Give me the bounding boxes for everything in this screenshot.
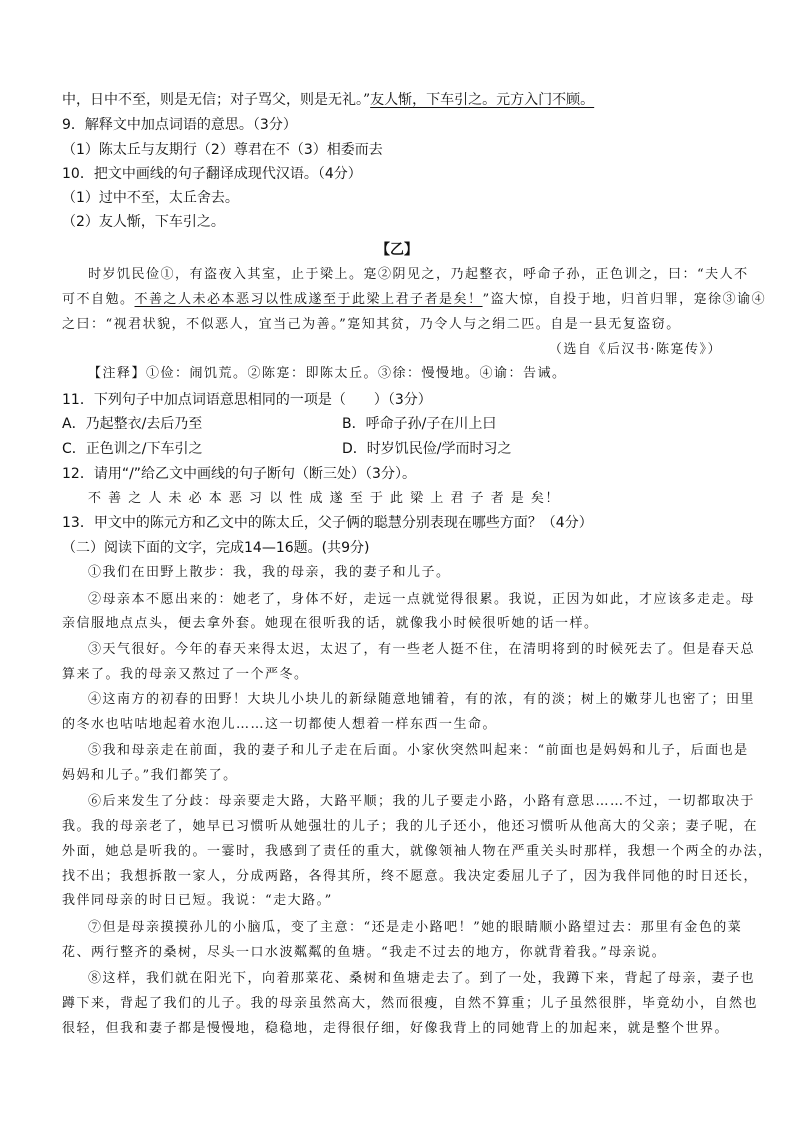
question-11-options-row-2 bbox=[62, 439, 742, 459]
option-c: C．正色训之/下车引之 bbox=[62, 441, 203, 457]
passage-paragraph-6-line-4: 找不出；我想拆散一家人，分成两路，各得其所，终不愿意。我决定委屈儿子了，因为我伴同他的时日还长， bbox=[62, 869, 759, 884]
yi-paragraph-line-1: 时岁饥民俭①，有盗夜入其室，止于梁上。寔②阴见之，乃起整衣，呼命子孙，正色训之，曰：“夫人不 bbox=[88, 267, 749, 282]
yi-paragraph-line-2 bbox=[62, 290, 767, 310]
passage-paragraph-7-line-1: ⑦但是母亲摸摸孙儿的小脑瓜，变了主意：“还是走小路吧！”她的眼睛顺小路望过去：那里有金色的菜 bbox=[88, 920, 743, 935]
passage-paragraph-6-line-3: 外面，她总是听我的。一霎时，我感到了责任的重大，就像领袖人物在严重关头时那样，我想一个两全的办法， bbox=[62, 844, 773, 859]
question-10: 10．把文中画线的句子翻译成现代汉语。（4分） bbox=[62, 166, 362, 182]
question-12: 12．请用“/”给乙文中画线的句子断句（断三处）（3分）。 bbox=[62, 466, 416, 482]
question-10-item-2: （2）友人惭，下车引之。 bbox=[62, 214, 225, 230]
question-9: 9．解释文中加点词语的意思。（3分） bbox=[62, 117, 297, 133]
passage-paragraph-3-line-1: ③天气很好。今年的春天来得太迟，太迟了，有一些老人挺不住，在清明将到的时候死去了。但是春天总 bbox=[88, 642, 756, 657]
passage-paragraph-5-line-2: 妈妈和儿子。”我们都笑了。 bbox=[62, 768, 238, 783]
passage-paragraph-1: ①我们在田野上散步：我，我的母亲，我的妻子和儿子。 bbox=[88, 565, 451, 580]
passage-paragraph-8-line-2: 蹲下来，背起了我们的儿子。我的母亲虽然高大，然而很瘦，自然不算重；儿子虽然很胖，毕竟幼小，自然也 bbox=[62, 996, 759, 1011]
passage-paragraph-4-line-2: 的冬水也咕咕地起着水泡儿……这一切都使人想着一样东西一生命。 bbox=[62, 717, 498, 732]
passage-paragraph-5-line-1: ⑤我和母亲走在前面，我的妻子和儿子走在后面。小家伙突然叫起来：“前面也是妈妈和儿子，后面也是 bbox=[88, 743, 749, 758]
passage-paragraph-3-line-2: 算来了。我的母亲又熬过了一个严冬。 bbox=[62, 667, 309, 682]
option-b: B．呼命子孙/子在川上曰 bbox=[342, 416, 497, 432]
section-yi-title: 【乙】 bbox=[376, 242, 418, 258]
passage-paragraph-7-line-2: 花、两行整齐的桑树，尽头一口水波粼粼的鱼塘。“我走不过去的地方，你就背着我。”母亲说。 bbox=[62, 945, 667, 960]
yi-note: 【注释】①俭：闹饥荒。②陈寔：即陈太丘。③徐：慢慢地。④谕：告诫。 bbox=[88, 366, 567, 381]
question-9-items: （1）陈太丘与友期行（2）尊君在不（3）相委而去 bbox=[62, 142, 383, 158]
underlined-sentence: 友人惭，下车引之。元方入门不顾。 bbox=[370, 92, 595, 108]
option-a: A．乃起整衣/去后乃至 bbox=[62, 416, 203, 432]
passage-paragraph-6-line-1: ⑥后来发生了分歧：母亲要走大路，大路平顺；我的儿子要走小路，小路有意思……不过，一切都取决于 bbox=[88, 794, 756, 809]
question-11-options-row-1 bbox=[62, 414, 742, 434]
yi-source: （选自《后汉书·陈寔传》） bbox=[548, 342, 722, 357]
passage-paragraph-6-line-2: 我。我的母亲老了，她早已习惯听从她强壮的儿子；我的儿子还小，他还习惯听从他高大的父亲；妻子呢，在 bbox=[62, 819, 759, 834]
underlined-sentence: 不善之人未必本恶习以性成遂至于此梁上君子者是矣！ bbox=[134, 292, 483, 307]
question-12-text: 不 善 之 人 未 必 本 恶 习 以 性 成 遂 至 于 此 梁 上 君 子 者 是 矣！ bbox=[88, 491, 560, 506]
section-2-heading: （二）阅读下面的文字，完成14—16题。(共9分) bbox=[62, 540, 370, 556]
text-line-1 bbox=[62, 90, 742, 110]
text-segment: 可不自勉。 bbox=[62, 292, 135, 307]
yi-paragraph-line-3: 之曰：“视君状貌，不似恶人，宜当己为善。”寔知其贫，乃令人与之绢二匹。自是一县无复盗窃。 bbox=[62, 317, 681, 332]
passage-paragraph-4-line-1: ④这南方的初春的田野！大块儿小块儿的新绿随意地铺着，有的浓，有的淡；树上的嫩芽儿也密了；田里 bbox=[88, 692, 756, 707]
text-segment: ”盗大惊，自投于地，归首归罪，寔徐③谕④ bbox=[482, 292, 767, 307]
question-11: 11．下列句子中加点词语意思相同的一项是（ ）（3分） bbox=[62, 392, 432, 408]
passage-paragraph-8-line-3: 很轻，但我和妻子都是慢慢地，稳稳地，走得很仔细，好像我背上的同她背上的加起来，就是整个世界。 bbox=[62, 1021, 730, 1036]
passage-paragraph-2-line-2: 亲信服地点点头，便去拿外套。她现在很听我的话，就像我小时候很听她的话一样。 bbox=[62, 616, 599, 631]
text-segment: 中，日中不至，则是无信；对子骂父，则是无礼。” bbox=[62, 92, 371, 108]
passage-paragraph-2-line-1: ②母亲本不愿出来的：她老了，身体不好，走远一点就觉得很累。我说，正因为如此，才应该多走走。母 bbox=[88, 592, 756, 607]
passage-paragraph-8-line-1: ⑧这样，我们就在阳光下，向着那菜花、桑树和鱼塘走去了。到了一处，我蹲下来，背起了母亲，妻子也 bbox=[88, 971, 756, 986]
passage-paragraph-6-line-5: 我伴同母亲的时日已短。我说：“走大路。” bbox=[62, 893, 333, 908]
question-13: 13．甲文中的陈元方和乙文中的陈太丘，父子俩的聪慧分别表现在哪些方面？（4分） bbox=[62, 515, 593, 531]
option-d: D．时岁饥民俭/学而时习之 bbox=[342, 441, 512, 457]
question-10-item-1: （1）过中不至，太丘舍去。 bbox=[62, 190, 239, 206]
